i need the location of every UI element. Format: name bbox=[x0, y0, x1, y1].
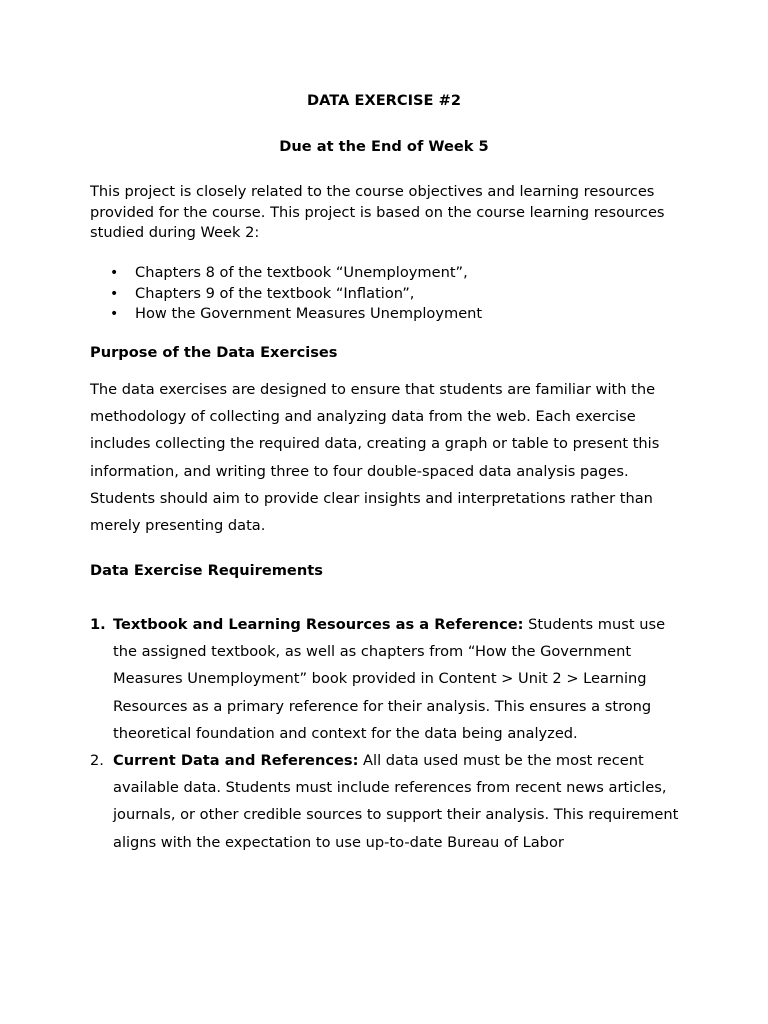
requirement-number: 1. bbox=[90, 616, 106, 633]
requirement-lead: Current Data and References: bbox=[113, 752, 359, 770]
purpose-paragraph: The data exercises are designed to ensure that students are familiar with the methodology of collecting and analyzing data from the web. Each exercise includes collecting the required data, creating a graph or table to present this information, and writing three to four double-spaced data analysis pages. Students should aim to provide clear insights and interpretations rather than merely presenting data. bbox=[90, 381, 660, 535]
resource-list bbox=[90, 263, 680, 325]
bullet-icon: • bbox=[110, 265, 119, 281]
document-title: DATA EXERCISE #2 bbox=[307, 92, 461, 109]
list-item bbox=[90, 284, 680, 305]
bullet-icon: • bbox=[110, 306, 119, 323]
requirement-item bbox=[90, 611, 682, 747]
intro-paragraph: This project is closely related to the course objectives and learning resources provided for the course. This project is based on the course learning resources studied during Week 2: bbox=[90, 183, 665, 241]
purpose-heading: Purpose of the Data Exercises bbox=[90, 344, 338, 361]
requirement-item bbox=[90, 747, 682, 856]
requirement-number: 2. bbox=[90, 752, 104, 770]
requirement-text: Students must use the assigned textbook, as well as chapters from “How the Government Measures Unemployment” book provided in Content > Unit 2 > Learning Resources as a primary reference for their analysis. This ensures a strong theoretical foundation and context for the data being analyzed. bbox=[113, 616, 666, 742]
document-page bbox=[90, 0, 682, 1024]
requirement-lead: Textbook and Learning Resources as a Reference: bbox=[113, 616, 524, 633]
bullet-icon: • bbox=[110, 285, 119, 302]
list-item-text: How the Government Measures Unemployment bbox=[135, 305, 483, 323]
requirement-text: All data used must be the most recent available data. Students must include references from recent news articles, journals, or other credible sources to support their analysis. This requirement aligns with the expectation to use up-to-date Bureau of Labor bbox=[113, 752, 679, 851]
requirements-list bbox=[90, 611, 682, 856]
list-item-text: Chapters 9 of the textbook “Inflation”, bbox=[135, 284, 415, 302]
list-item bbox=[90, 263, 680, 284]
due-date-subtitle: Due at the End of Week 5 bbox=[279, 138, 489, 155]
list-item-text: Chapters 8 of the textbook “Unemployment”, bbox=[135, 264, 468, 281]
list-item bbox=[90, 304, 680, 325]
requirements-heading: Data Exercise Requirements bbox=[90, 562, 323, 579]
